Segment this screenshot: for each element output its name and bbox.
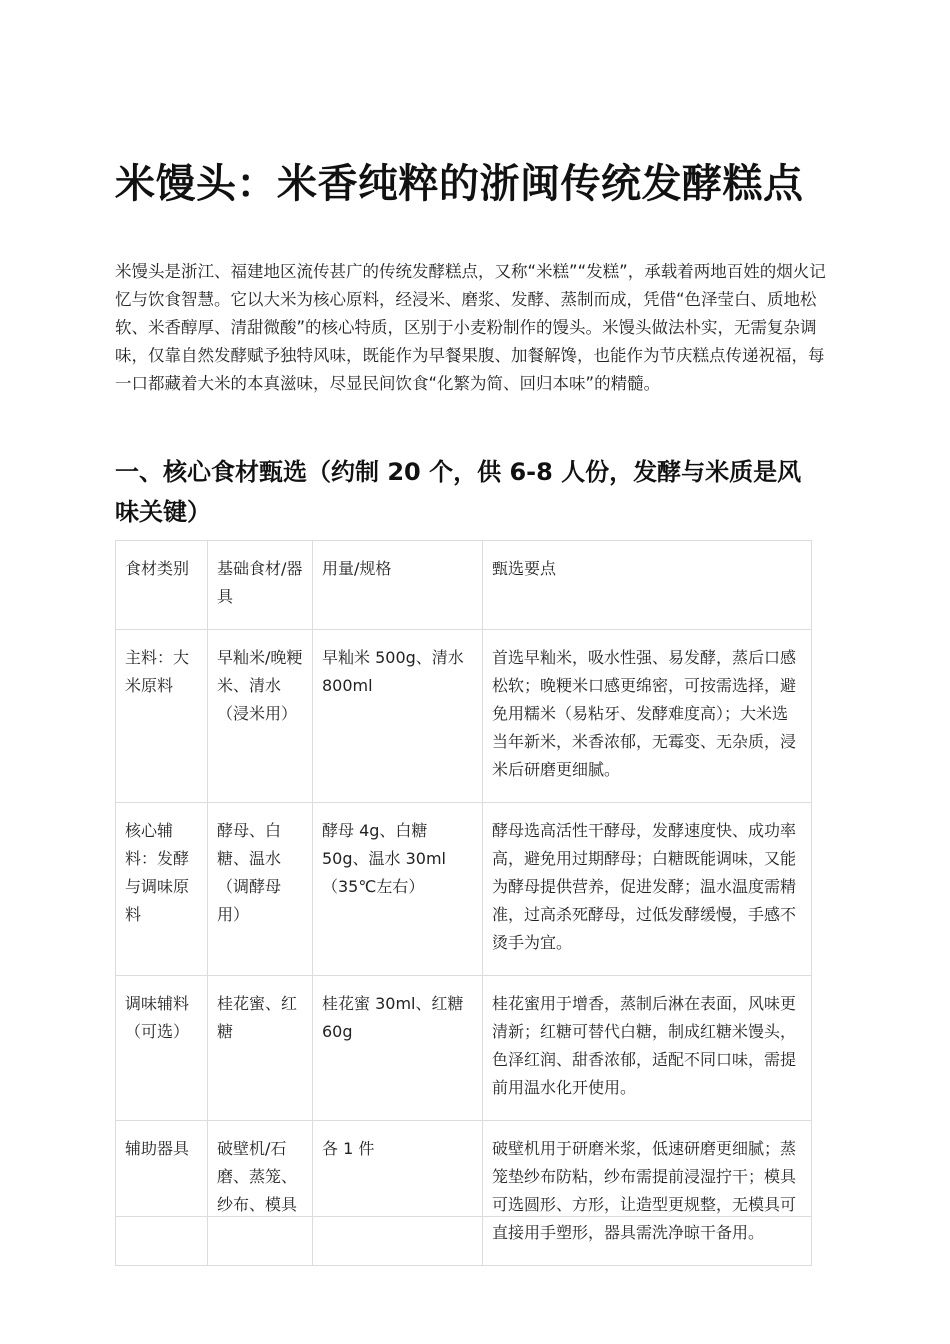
cell-category: 调味辅料（可选） [116,976,208,1121]
table-row [116,803,812,976]
cell-items: 桂花蜜、红糖 [208,976,313,1121]
header-cell-category: 食材类别 [116,541,208,630]
cell-items: 破壁机/石磨、蒸笼、纱布、模具 [208,1121,313,1266]
table-row [116,1121,812,1266]
header-cell-amount: 用量/规格 [313,541,483,630]
cell-amount: 酵母 4g、白糖 50g、温水 30ml（35℃左右） [313,803,483,976]
table-row [116,630,812,803]
cell-items: 酵母、白糖、温水（调酵母用） [208,803,313,976]
table-row [116,976,812,1121]
page-title: 米馒头：米香纯粹的浙闽传统发酵糕点 [115,161,804,207]
ingredients-table-container [115,540,811,1242]
cell-category: 主料：大米原料 [116,630,208,803]
ingredients-table [115,540,812,1266]
cell-category: 核心辅料：发酵与调味原料 [116,803,208,976]
header-cell-notes: 甄选要点 [483,541,812,630]
cell-amount: 早籼米 500g、清水 800ml [313,630,483,803]
cell-amount: 桂花蜜 30ml、红糖 60g [313,976,483,1121]
cell-notes: 桂花蜜用于增香，蒸制后淋在表面，风味更清新；红糖可替代白糖，制成红糖米馒头，色泽红润、甜香浓郁，适配不同口味，需提前用温水化开使用。 [483,976,812,1121]
section-heading: 一、核心食材甄选（约制 20 个，供 6-8 人份，发酵与米质是风味关键） [115,458,802,526]
cell-items: 早籼米/晚粳米、清水（浸米用） [208,630,313,803]
cell-notes: 破壁机用于研磨米浆，低速研磨更细腻；蒸笼垫纱布防粘，纱布需提前浸湿拧干；模具可选圆形、方形，让造型更规整，无模具可直接用手塑形，器具需洗净晾干备用。 [483,1121,812,1266]
cell-notes: 酵母选高活性干酵母，发酵速度快、成功率高，避免用过期酵母；白糖既能调味，又能为酵母提供营养，促进发酵；温水温度需精准，过高杀死酵母，过低发酵缓慢，手感不烫手为宜。 [483,803,812,976]
cell-notes: 首选早籼米，吸水性强、易发酵，蒸后口感松软；晚粳米口感更绵密，可按需选择，避免用糯米（易粘牙、发酵难度高）；大米选当年新米，米香浓郁，无霉变、无杂质，浸米后研磨更细腻。 [483,630,812,803]
table-header-row [116,541,812,630]
cell-category: 辅助器具 [116,1121,208,1266]
header-cell-items: 基础食材/器具 [208,541,313,630]
intro-paragraph: 米馒头是浙江、福建地区流传甚广的传统发酵糕点，又称“米糕”“发糕”，承载着两地百姓的烟火记忆与饮食智慧。它以大米为核心原料，经浸米、磨浆、发酵、蒸制而成，凭借“色泽莹白、质地松软、米香醇厚、清甜微酸”的核心特质，区别于小麦粉制作的馒头。米馒头做法朴实，无需复杂调味，仅靠自然发酵赋予独特风味，既能作为早餐果腹、加餐解馋，也能作为节庆糕点传递祝福，每一口都藏着大米的本真滋味，尽显民间饮食“化繁为简、回归本味”的精髓。 [115,262,826,393]
cell-amount: 各 1 件 [313,1121,483,1266]
